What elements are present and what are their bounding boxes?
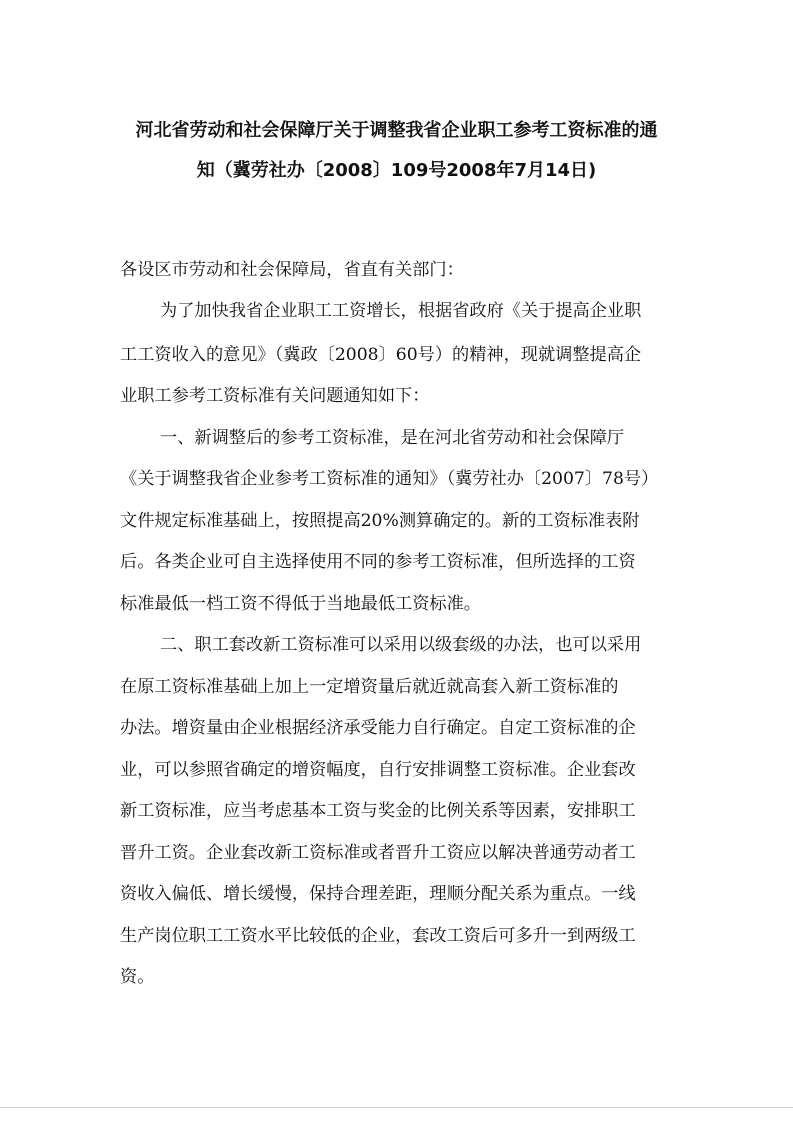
paragraph-3-line-8: 生产岗位职工工资水平比较低的企业，套改工资后可多升一到两级工 [120, 926, 636, 946]
paragraph-3-line-6: 晋升工资。企业套改新工资标准或者晋升工资应以解决普通劳动者工 [120, 843, 636, 863]
paragraph-2-line-3: 文件规定标准基础上，按照提高20%测算确定的。新的工资标准表附 [120, 511, 640, 531]
paragraph-3-line-7: 资收入偏低、增长缓慢，保持合理差距，理顺分配关系为重点。一线 [120, 884, 636, 904]
document-title-line-1: 河北省劳动和社会保障厅关于调整我省企业职工参考工资标准的通 [135, 120, 658, 141]
paragraph-2-line-2: 《关于调整我省企业参考工资标准的通知》（冀劳社办〔2007〕78号） [120, 469, 659, 489]
paragraph-3-line-4: 业，可以参照省确定的增资幅度，自行安排调整工资标准。企业套改 [120, 760, 636, 780]
paragraph-1-line-2: 工工资收入的意见》（冀政〔2008〕60号）的精神，现就调整提高企 [120, 345, 642, 365]
paragraph-2-line-5: 标准最低一档工资不得低于当地最低工资标准。 [120, 594, 481, 614]
paragraph-3-line-1: 二、职工套改新工资标准可以采用以级套级的办法，也可以采用 [160, 635, 642, 655]
paragraph-1-line-1: 为了加快我省企业职工工资增长，根据省政府《关于提高企业职 [160, 301, 642, 321]
page-bottom-divider [0, 1107, 793, 1108]
paragraph-3-line-3: 办法。增资量由企业根据经济承受能力自行确定。自定工资标准的企 [120, 718, 636, 738]
salutation: 各设区市劳动和社会保障局，省直有关部门： [120, 260, 464, 280]
paragraph-2-line-4: 后。各类企业可自主选择使用不同的参考工资标准，但所选择的工资 [120, 552, 636, 572]
paragraph-3-line-9: 资。 [120, 967, 155, 987]
paragraph-1-line-3: 业职工参考工资标准有关问题通知如下： [120, 386, 430, 406]
paragraph-2-line-1: 一、新调整后的参考工资标准，是在河北省劳动和社会保障厅 [160, 428, 625, 448]
paragraph-3-line-5: 新工资标准，应当考虑基本工资与奖金的比例关系等因素，安排职工 [120, 801, 636, 821]
document-title-line-2: 知（冀劳社办〔2008〕109号2008年7月14日) [196, 160, 597, 181]
paragraph-3-line-2: 在原工资标准基础上加上一定增资量后就近就高套入新工资标准的 [120, 677, 619, 697]
